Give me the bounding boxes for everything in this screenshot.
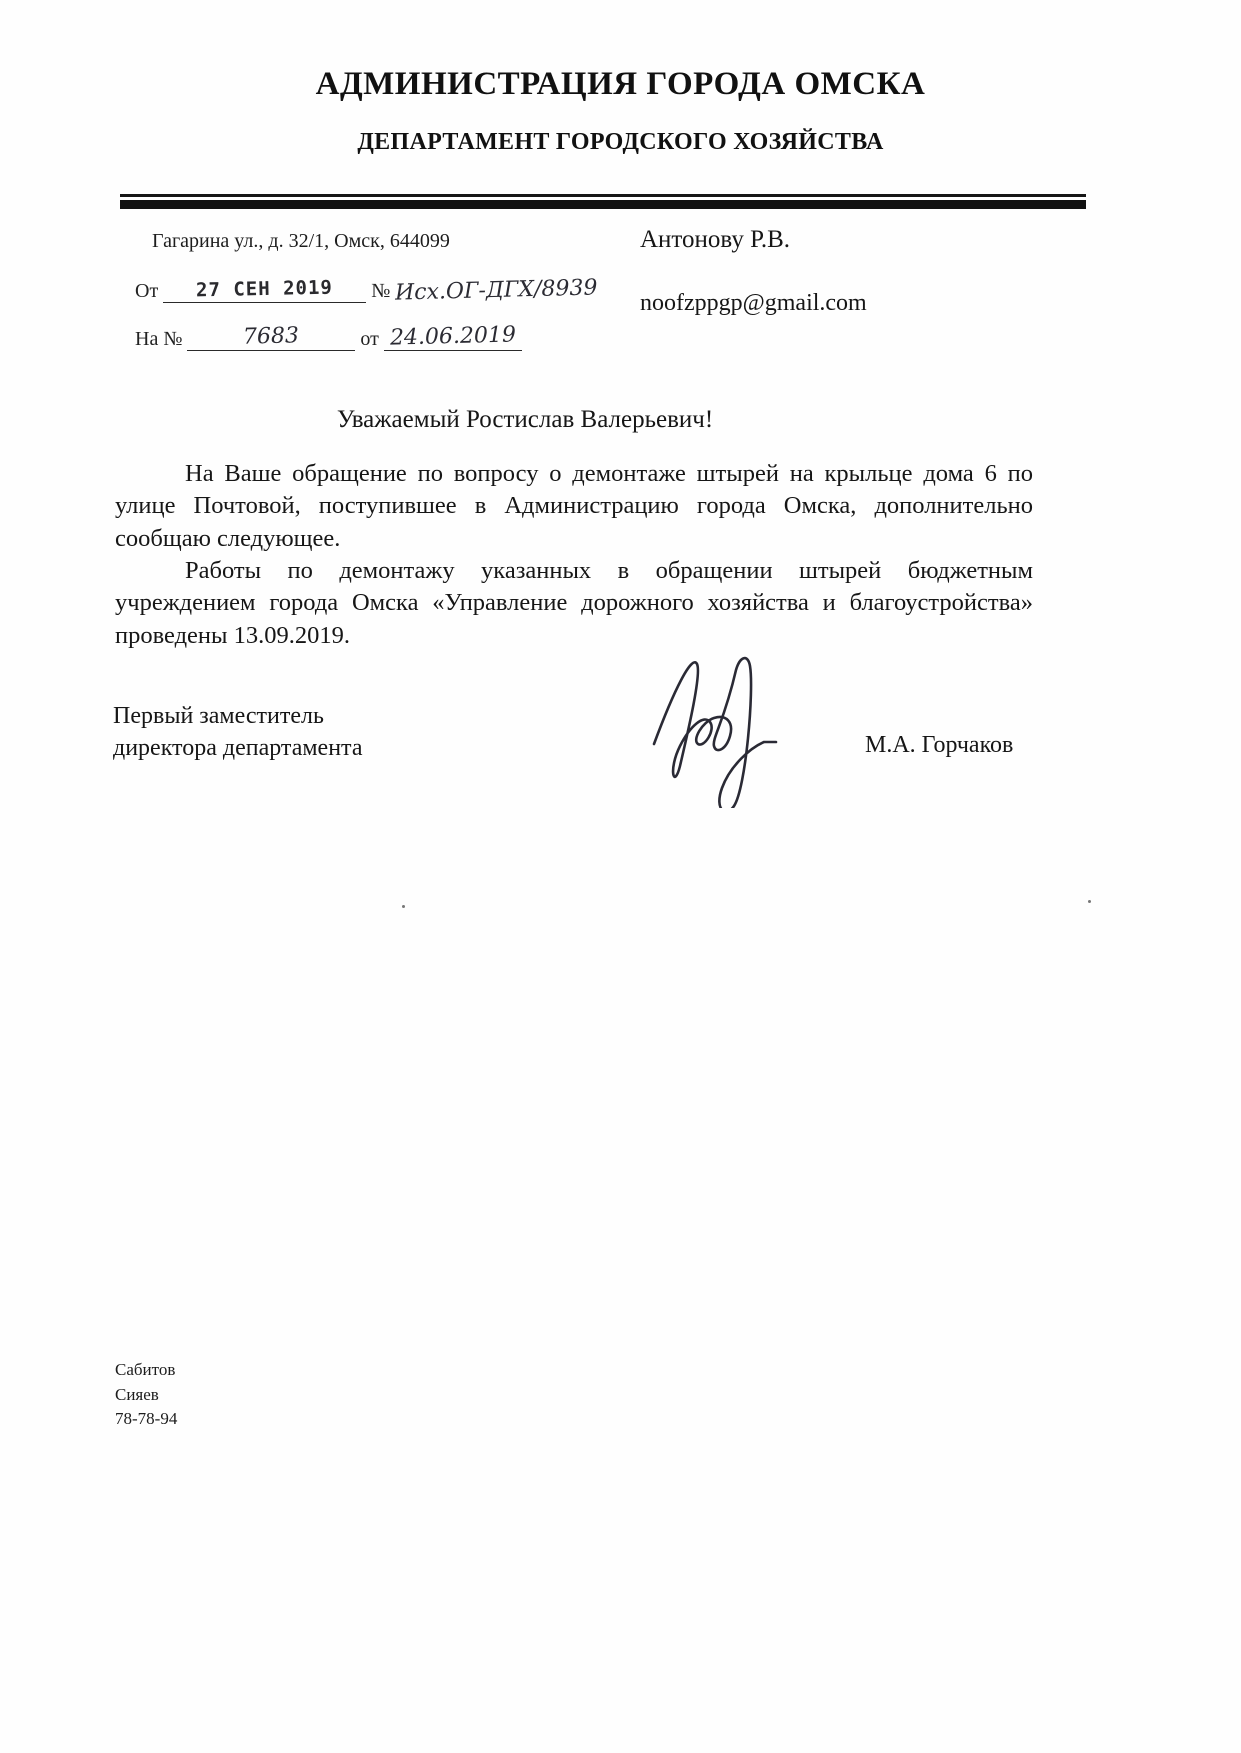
ref-number-handwritten: 7683 — [243, 323, 300, 350]
date-stamp-field — [163, 278, 366, 303]
scan-speck — [402, 905, 405, 908]
salutation: Уважаемый Ростислав Валерьевич! — [336, 406, 714, 433]
executor-block — [115, 1358, 177, 1432]
signer-position-line1: Первый заместитель — [113, 703, 324, 729]
outgoing-number-handwritten: Исх.ОГ-ДГХ/8939 — [394, 275, 599, 306]
department-title: ДЕПАРТАМЕНТ ГОРОДСКОГО ХОЗЯЙСТВА — [357, 129, 884, 155]
ref-date-label: от — [360, 328, 379, 350]
organization-title: АДМИНИСТРАЦИЯ ГОРОДА ОМСКА — [315, 66, 926, 102]
ref-label: На № — [135, 328, 183, 350]
signer-name: М.А. Горчаков — [865, 732, 1014, 758]
executor-phone: 78-78-94 — [115, 1409, 178, 1429]
ref-number-field — [187, 324, 355, 351]
ref-date-handwritten: 24.06.2019 — [389, 322, 517, 351]
sender-address: Гагарина ул., д. 32/1, Омск, 644099 — [152, 230, 450, 252]
signer-position-line2: директора департамента — [113, 735, 363, 762]
executor-line-1: Сабитов — [115, 1360, 176, 1379]
signer-position — [113, 700, 362, 765]
incoming-reference-line — [135, 324, 522, 351]
divider-line-thin — [120, 194, 1086, 197]
date-stamp: 27 СЕН 2019 — [196, 276, 334, 302]
executor-line-2: Сияев — [115, 1384, 159, 1404]
ref-date-field — [384, 324, 522, 351]
number-label: № — [371, 280, 391, 302]
from-label: От — [135, 280, 159, 302]
paragraph-1: На Ваше обращение по вопросу о демонтаже штырей на крыльце дома 6 по улице Почтовой, поступившее в Администрацию города Омска, дополнительно сообщаю следующее. — [115, 460, 1033, 552]
letter-body — [115, 458, 1033, 652]
outgoing-reference-line — [135, 275, 599, 306]
paragraph-2: Работы по демонтажу указанных в обращении штырей бюджетным учреждением города Омска «Управление дорожного хозяйства и благоустройства» проведены 13.09.2019. — [115, 556, 1033, 649]
signature-mark — [640, 648, 800, 808]
scan-speck — [1088, 900, 1091, 903]
divider-line-thick — [120, 200, 1086, 209]
signature-icon — [640, 648, 800, 808]
recipient-email: noofzppgp@gmail.com — [640, 290, 867, 316]
recipient-name: Антонову Р.В. — [640, 226, 791, 253]
